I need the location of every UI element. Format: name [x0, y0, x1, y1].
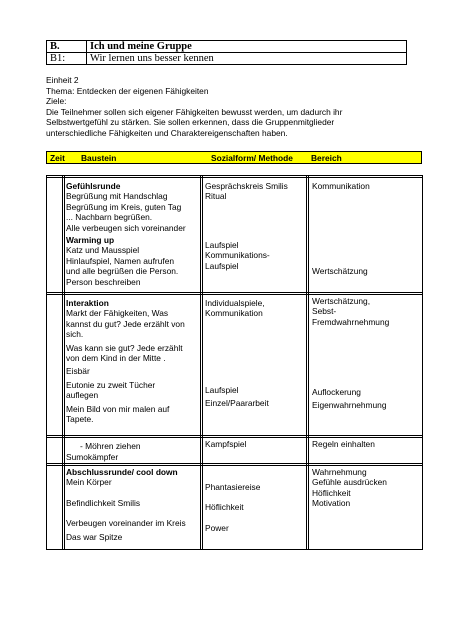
- row-line: Motivation: [312, 498, 351, 509]
- row2-bereich: [312, 266, 368, 276]
- row-line: kannst du gut? Jede erzählt von: [66, 318, 185, 329]
- row-line: Das war Spitze: [66, 531, 123, 542]
- table-border: [46, 175, 423, 176]
- row-line: Kommunikations-: [205, 250, 270, 261]
- row-line: - Möhren ziehen: [80, 441, 141, 451]
- row4-baustein-2: [66, 452, 118, 462]
- section-title: Wir lernen uns besser kennen: [87, 53, 407, 65]
- row-line: Begrüßung mit Handschlag: [66, 191, 168, 202]
- row-line: Eisbär: [66, 366, 90, 377]
- row4-baustein: [80, 441, 141, 451]
- row-line: Laufspiel: [205, 385, 239, 395]
- row3-baustein: [66, 298, 185, 424]
- table-border: [62, 175, 63, 550]
- row3-sozialform: [205, 298, 265, 319]
- row-line: Sebst-: [312, 306, 337, 317]
- row-line: Höflichkeit: [205, 502, 244, 513]
- row-line: Person beschreiben: [66, 276, 141, 287]
- row-line: Auflockerung: [312, 387, 361, 397]
- row-line: Gefühle ausdrücken: [312, 477, 387, 488]
- table-border: [200, 175, 201, 550]
- row5-sozialform: [205, 482, 260, 533]
- plan-table-header: [46, 151, 422, 164]
- row-title: Warming up: [66, 235, 115, 245]
- row-line: ... Nachbarn begrüßen.: [66, 212, 153, 223]
- row3-bereich-lower: [312, 387, 387, 411]
- table-border: [46, 465, 423, 466]
- row-title: Interaktion: [66, 298, 109, 308]
- row-line: Laufspiel: [205, 260, 239, 271]
- section-title: Ich und meine Gruppe: [87, 41, 407, 53]
- row-line: Verbeugen voreinander im Kreis: [66, 518, 186, 529]
- table-border: [46, 549, 423, 550]
- row-line: Eigenwahrnehmung: [312, 400, 387, 411]
- header-row: [47, 53, 407, 65]
- section-code: B.: [47, 41, 87, 53]
- row5-bereich: [312, 467, 387, 509]
- col-header-zeit: Zeit: [50, 153, 65, 163]
- row-line: auflegen: [66, 390, 99, 401]
- row-title: Abschlussrunde/ cool down: [66, 467, 178, 477]
- table-border: [46, 177, 423, 178]
- row-line: Mein Bild von mir malen auf: [66, 403, 170, 414]
- row-line: Wertschätzung: [312, 266, 368, 276]
- row1-bereich: [312, 181, 370, 191]
- row-line: Fremdwahrnehmung: [312, 316, 390, 327]
- row-line: Kampfspiel: [205, 439, 247, 449]
- table-border: [308, 175, 309, 550]
- row-line: Kommunikation: [205, 308, 263, 319]
- col-header-bereich: Bereich: [311, 153, 342, 163]
- row-line: Ritual: [205, 191, 227, 202]
- row3-sozialform-lower: [205, 385, 269, 409]
- row2-sozialform: [205, 240, 270, 271]
- section-code: B1:: [47, 53, 87, 65]
- table-border: [46, 463, 423, 464]
- row1-sozialform: [205, 181, 288, 202]
- row-line: Power: [205, 522, 229, 533]
- row-line: Begrüßung im Kreis, guten Tag: [66, 201, 182, 212]
- table-border: [46, 435, 423, 436]
- row-line: Befindlichkeit Smilis: [66, 497, 141, 508]
- row-line: Gesprächskreis Smilis: [205, 181, 288, 191]
- col-header-sozialform: Sozialform/ Methode: [211, 153, 293, 163]
- row-line: Hinlaufspiel, Namen aufrufen: [66, 255, 175, 266]
- row-line: Einzel/Paararbeit: [205, 398, 269, 409]
- table-border: [46, 292, 423, 293]
- row-title: Gefühlsrunde: [66, 181, 121, 191]
- row-line: Wahrnehmung: [312, 467, 367, 477]
- row5-baustein: [66, 467, 186, 542]
- table-border: [46, 437, 423, 438]
- table-border: [46, 175, 47, 550]
- table-border: [306, 175, 307, 550]
- row4-sozialform: [205, 439, 246, 449]
- col-header-baustein: Baustein: [81, 153, 117, 163]
- row-line: Wertschätzung,: [312, 296, 371, 306]
- row1-baustein: [66, 181, 186, 233]
- row4-bereich: [312, 439, 375, 449]
- row-line: Laufspiel: [205, 240, 239, 250]
- row-line: Sumokämpfer: [66, 452, 119, 462]
- table-border: [422, 175, 423, 550]
- row-line: und alle begrüßen die Person.: [66, 266, 179, 277]
- intro-line: Ziele:: [46, 96, 67, 107]
- row-line: Regeln einhalten: [312, 439, 375, 449]
- row-line: Katz und Mausspiel: [66, 245, 140, 256]
- intro-line: Selbstwertgefühl zu stärken. Sie sollen erkennen, dass die Gruppenmitglieder: [46, 117, 335, 128]
- row2-baustein: [66, 235, 178, 287]
- row-line: Phantasiereise: [205, 482, 261, 492]
- row-line: Mein Körper: [66, 477, 112, 488]
- row-line: Markt der Fähigkeiten, Was: [66, 308, 169, 319]
- row-line: Kommunikation: [312, 181, 370, 191]
- intro-text: [46, 75, 416, 139]
- row-line: sich.: [66, 329, 84, 340]
- section-header-table: [46, 40, 407, 65]
- row-line: Höflichkeit: [312, 487, 351, 498]
- row-line: Eutonie zu zweit Tücher: [66, 379, 156, 390]
- row3-bereich: [312, 296, 389, 327]
- table-border: [46, 294, 423, 295]
- row-line: Alle verbeugen sich voreinander: [66, 222, 186, 233]
- row-line: Individualspiele,: [205, 298, 265, 308]
- header-row: [47, 41, 407, 53]
- row-line: Tapete.: [66, 414, 94, 425]
- row-line: von dem Kind in der Mitte .: [66, 353, 166, 364]
- table-border: [202, 175, 203, 550]
- intro-line: unterschiedliche Fähigkeiten und Charaktereigenschaften haben.: [46, 127, 288, 138]
- row-line: Was kann sie gut? Jede erzählt: [66, 342, 183, 353]
- intro-line: Einheit 2: [46, 75, 79, 85]
- intro-line: Die Teilnehmer sollen sich eigener Fähigkeiten bewusst werden, um dadurch ihr: [46, 106, 343, 117]
- table-border: [64, 175, 65, 550]
- intro-line: Thema: Entdecken der eigenen Fähigkeiten: [46, 85, 209, 96]
